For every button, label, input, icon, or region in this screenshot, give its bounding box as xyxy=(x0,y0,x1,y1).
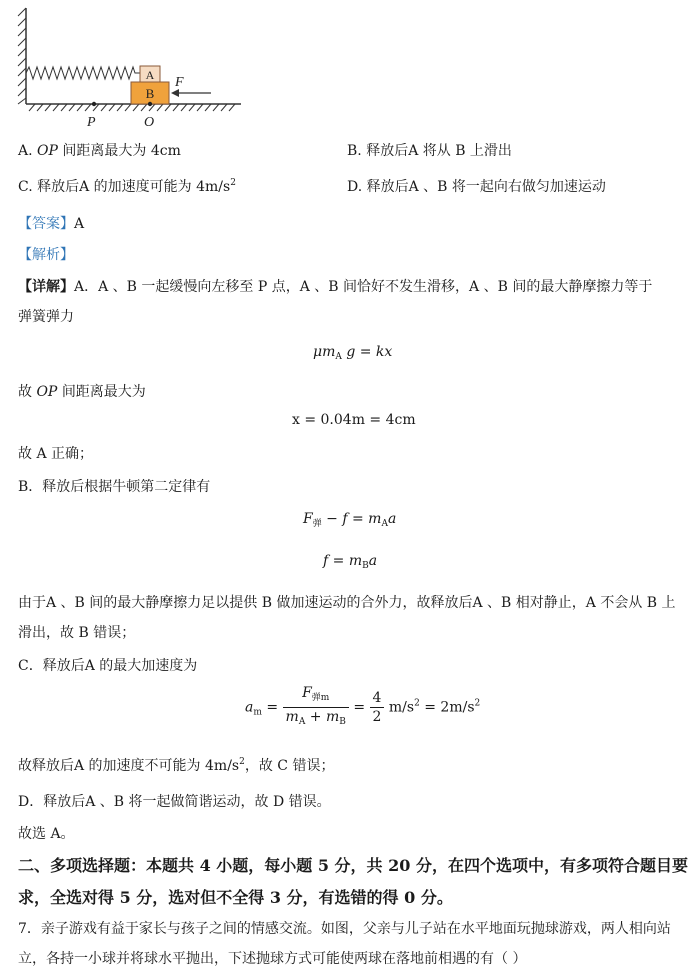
fraction-force-mass: $\frac{F_{弹m}}{m_A + m_B}$ xyxy=(283,684,349,731)
block-b-label: B xyxy=(145,86,155,101)
point-o-dot xyxy=(148,102,152,106)
detail-line-3: 故 OP 间距离最大为 xyxy=(18,384,146,400)
question-7-line-2: 立，各持一小球并将球水平抛出，下述抛球方式可能使两球在落地前相遇的有（ ） xyxy=(18,951,527,967)
analysis-tag: 【解析】 xyxy=(18,247,74,263)
force-arrowhead xyxy=(171,89,179,97)
detail-line-7: 滑出，故 B 错误； xyxy=(18,625,136,641)
equation-distance: x = 0.04m = 4cm xyxy=(292,412,416,428)
equation-newton-b: $f = m_Ba$ xyxy=(323,553,378,571)
point-o-label: O xyxy=(144,115,155,130)
detail-line-11: 故选 A。 xyxy=(18,826,75,842)
detail-line-1: 【详解】A．A 、B 一起缓慢向左移至 P 点，A 、B 间恰好不发生滑移，A 、B 间的最大静摩擦力等于 xyxy=(18,279,653,295)
detail-line-9: 故释放后A 的加速度不可能为 $4m/s^2$，故 C 错误； xyxy=(18,757,335,774)
detail-line-2: 弹簧弹力 xyxy=(18,309,74,325)
equation-max-acceleration: $a_m$ = $\frac{F_{弹m}}{m_A + m_B}$ = $\frac{4}{2}$ $m/s^2 = 2m/s^2$ xyxy=(245,684,480,731)
option-d: D. 释放后A 、B 将一起向右做匀加速运动 xyxy=(347,179,606,195)
equation-newton-a: $F_弹 - f = m_Aa$ xyxy=(303,511,397,529)
detail-line-10: D．释放后A 、B 将一起做简谐运动，故 D 错误。 xyxy=(18,794,331,810)
equation-friction-spring: $\mu m_A$ g = kx xyxy=(313,344,393,362)
floor-hatching xyxy=(29,104,235,111)
answer-line: 【答案】A xyxy=(18,216,85,232)
option-c: C. 释放后A 的加速度可能为 $4m/s^2$ xyxy=(18,178,236,195)
spring-block-diagram xyxy=(15,0,255,132)
block-a-label: A xyxy=(145,68,155,82)
detail-line-5: B．释放后根据牛顿第二定律有 xyxy=(18,479,211,495)
detail-line-4: 故 A 正确； xyxy=(18,446,94,462)
section-2-heading-line-1: 二、多项选择题：本题共 4 小题，每小题 5 分，共 20 分，在四个选项中，有多项符合题目要 xyxy=(18,856,688,875)
question-7-line-1: 7．亲子游戏有益于家长与孩子之间的情感交流。如图，父亲与儿子站在水平地面玩抛球游戏，两人相向站 xyxy=(18,921,671,937)
fraction-numeric: $\frac{4}{2}$ xyxy=(370,689,385,726)
wall-hatching xyxy=(18,8,26,104)
section-2-heading-line-2: 求，全选对得 5 分，选对但不全得 3 分，有选错的得 0 分。 xyxy=(18,888,453,907)
spring xyxy=(26,67,140,79)
option-b: B. 释放后A 将从 B 上滑出 xyxy=(347,143,512,159)
option-a: A. OP 间距离最大为 4cm xyxy=(18,143,181,159)
point-p-label: P xyxy=(87,115,96,130)
force-label: F xyxy=(175,75,184,90)
point-p-dot xyxy=(92,102,96,106)
detail-line-6: 由于A 、B 间的最大静摩擦力足以提供 B 做加速运动的合外力，故释放后A 、B 相对静止，A 不会从 B 上 xyxy=(18,595,676,611)
detail-line-8: C．释放后A 的最大加速度为 xyxy=(18,658,198,674)
